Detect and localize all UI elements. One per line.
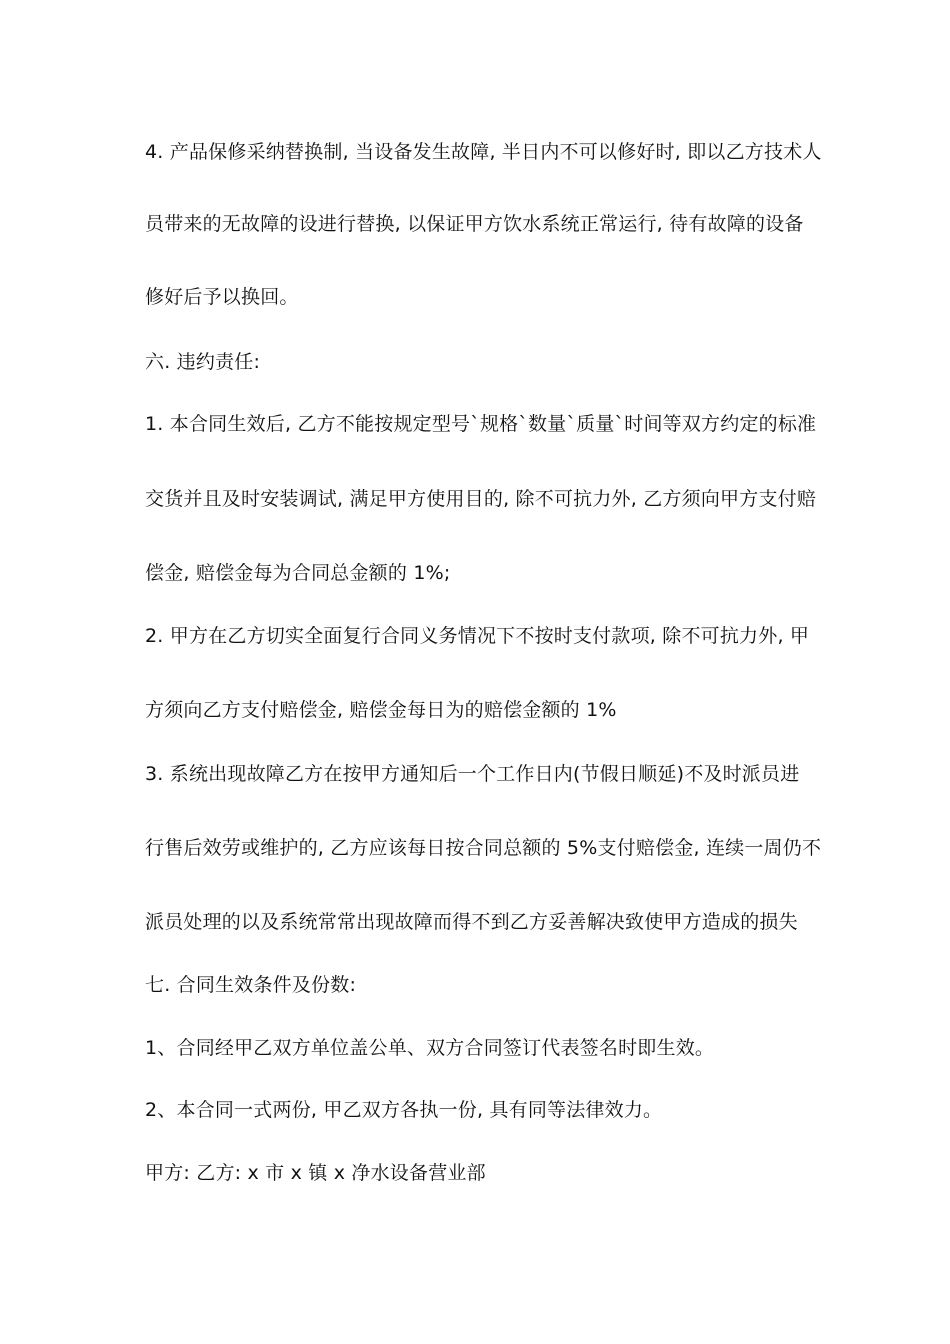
liability-3-line-3: 派员处理的以及系统常常出现故障而得不到乙方妥善解决致使甲方造成的损失 [145, 911, 798, 933]
effect-clause-1: 1、合同经甲乙双方单位盖公单、双方合同签订代表签名时即生效。 [145, 1037, 715, 1059]
liability-1-line-1: 1. 本合同生效后, 乙方不能按规定型号`规格`数量`质量`时间等双方约定的标准 [145, 413, 817, 435]
liability-3-line-2: 行售后效劳或维护的, 乙方应该每日按合同总额的 5%支付赔偿金, 连续一周仍不 [145, 837, 822, 859]
signature-parties: 甲方: 乙方: x 市 x 镇 x 净水设备营业部 [145, 1162, 486, 1184]
liability-2-line-1: 2. 甲方在乙方切实全面复行合同义务情况下不按时支付款项, 除不可抗力外, 甲 [145, 625, 810, 647]
liability-2-line-2: 方须向乙方支付赔偿金, 赔偿金每日为的赔偿金额的 1% [145, 699, 617, 721]
liability-3-line-1: 3. 系统出现故障乙方在按甲方通知后一个工作日内(节假日顺延)不及时派员进 [145, 763, 800, 785]
section-7-heading: 七. 合同生效条件及份数: [145, 974, 357, 996]
clause-4-line-3: 修好后予以换回。 [145, 286, 299, 308]
clause-4-line-2: 员带来的无故障的设进行替换, 以保证甲方饮水系统正常运行, 待有故障的设备 [145, 213, 804, 235]
liability-1-line-2: 交货并且及时安装调试, 满足甲方使用目的, 除不可抗力外, 乙方须向甲方支付赔 [145, 488, 817, 510]
section-6-heading: 六. 违约责任: [145, 351, 261, 373]
effect-clause-2: 2、本合同一式两份, 甲乙双方各执一份, 具有同等法律效力。 [145, 1099, 663, 1121]
liability-1-line-3: 偿金, 赔偿金每为合同总金额的 1%; [145, 562, 451, 584]
clause-4-line-1: 4. 产品保修采纳替换制, 当设备发生故障, 半日内不可以修好时, 即以乙方技术人 [145, 141, 822, 163]
